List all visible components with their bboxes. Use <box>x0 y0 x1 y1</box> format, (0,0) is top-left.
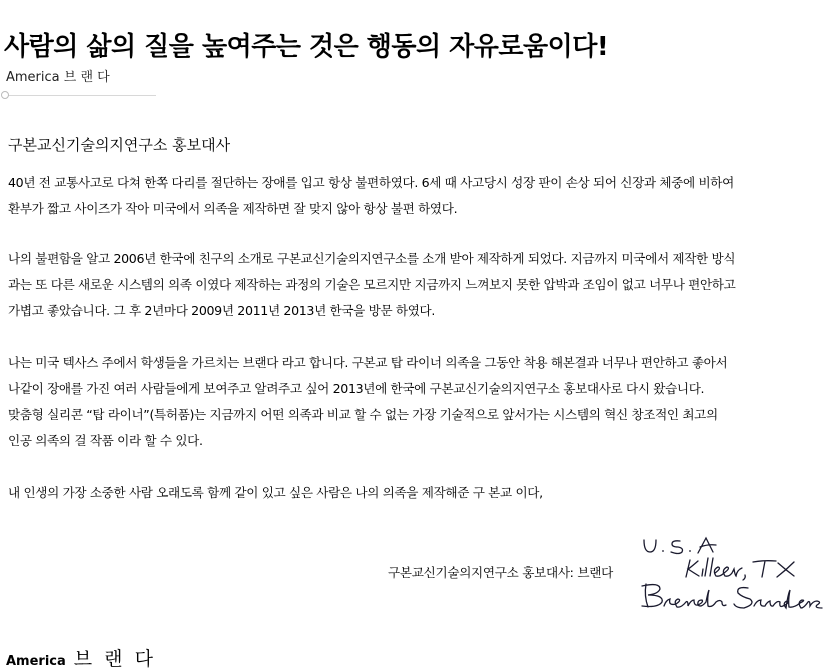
author-byline: America 브 랜 다 <box>6 70 110 85</box>
paragraph-line: 가볍고 좋았습니다. 그 후 2년마다 2009년 2011년 2013년 한국을 방문 하였다. <box>8 303 436 318</box>
paragraph-line: 내 인생의 가장 소중한 사람 오래도록 함께 같이 있고 싶은 사람은 나의 의족을 제작해준 구 본교 이다, <box>8 485 543 500</box>
paragraph-4 <box>8 480 832 506</box>
footer-author-ko: 브 랜 다 <box>73 648 156 670</box>
paragraph-1 <box>8 170 832 222</box>
paragraph-line: 맞춤형 실리콘 “탑 라이너”(특허품)는 지금까지 어떤 의족과 비교 할 수 없는 가장 기술적으로 앞서가는 시스템의 혁신 창조적인 최고의 <box>8 407 718 422</box>
divider-dot <box>1 91 9 99</box>
paragraph-line: 나의 불편함을 알고 2006년 한국에 친구의 소개로 구본교신기술의지연구소를 소개 받아 제작하게 되었다. 지금까지 미국에서 제작한 방식 <box>8 251 736 266</box>
signature-caption: 구본교신기술의지연구소 홍보대사: 브랜다 <box>388 565 613 580</box>
page-headline: 사람의 삶의 질을 높여주는 것은 행동의 자유로움이다! <box>4 32 609 62</box>
paragraph-line: 나같이 장애를 가진 여러 사람들에게 보여주고 알려주고 싶어 2013년에 한국에 구본교신기술의지연구소 홍보대사로 다시 왔습니다. <box>8 381 705 396</box>
paragraph-3 <box>8 350 832 454</box>
footer-author-en: America <box>6 654 66 669</box>
paragraph-line: 인공 의족의 걸 작품 이라 할 수 있다. <box>8 433 203 448</box>
footer-author <box>6 644 156 671</box>
organization-title: 구본교신기술의지연구소 홍보대사 <box>8 136 231 154</box>
header-divider <box>4 95 156 96</box>
handwritten-signature <box>636 530 826 620</box>
paragraph-line: 환부가 짧고 사이즈가 작아 미국에서 의족을 제작하면 잘 맞지 않아 항상 불편 하였다. <box>8 201 458 216</box>
paragraph-line: 과는 또 다른 새로운 시스템의 의족 이였다 제작하는 과정의 기술은 모르지만 지금까지 느껴보지 못한 압박과 조임이 없고 너무나 편안하고 <box>8 277 736 292</box>
paragraph-line: 나는 미국 텍사스 주에서 학생들을 가르치는 브랜다 라고 합니다. 구본교 탑 라이너 의족을 그동안 착용 해본결과 너무나 편안하고 좋아서 <box>8 355 728 370</box>
paragraph-line: 40년 전 교통사고로 다쳐 한쪽 다리를 절단하는 장애를 입고 항상 불편하였다. 6세 때 사고당시 성장 판이 손상 되어 신장과 체중에 비하여 <box>8 175 734 190</box>
paragraph-2 <box>8 246 832 324</box>
